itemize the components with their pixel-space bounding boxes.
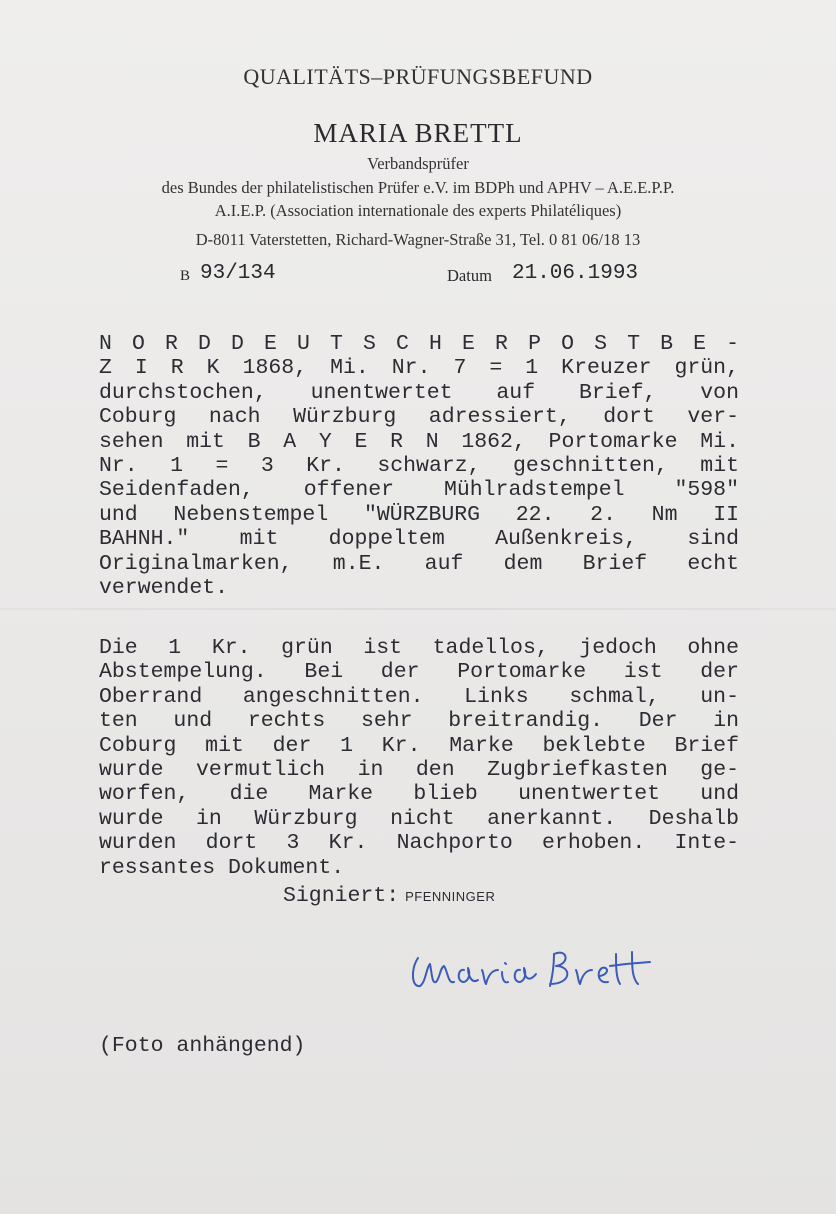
text-line: Coburg nach Würzburg adressiert, dort ver- [99,405,739,430]
photo-attached-note: (Foto anhängend) [99,1034,306,1058]
date-label: Datum [447,266,492,285]
handwritten-signature [404,930,666,1000]
text-line: BAHNH." mit doppeltem Außenkreis, sind [99,527,739,552]
text-line: Abstempelung. Bei der Portomarke ist der [99,660,739,685]
certificate-date: 21.06.1993 [512,262,639,285]
expert-name: MARIA BRETTL [313,118,523,148]
text-line: Coburg mit der 1 Kr. Marke beklebte Brief [99,733,739,758]
paper-fold [0,608,836,610]
text-line: ten und rechts sehr breitrandig. Der in [99,709,739,734]
text-line: ressantes Dokument. [99,855,345,880]
text-line: Seidenfaden, offener Mühlradstempel "598" [99,478,739,503]
expert-role: Verbandsprüfer [367,154,469,173]
aiep-line: A.I.E.P. (Association internationale des experts Philatéliques) [214,201,622,220]
text-line: N O R D D E U T S C H E R P O S T B E - [99,332,739,356]
text-line: Z I R K 1868, Mi. Nr. 7 = 1 Kreuzer grün, [99,356,739,381]
signed-label: Signiert: [283,884,400,908]
address-line: D-8011 Vaterstetten, Richard-Wagner-Straße 31, Tel. 0 81 06/18 13 [195,230,641,249]
reference-prefix: B [180,268,191,284]
text-line: und Nebenstempel "WÜRZBURG 22. 2. Nm II [99,502,739,527]
text-line: wurden dort 3 Kr. Nachporto erhoben. Inte- [99,831,739,856]
signed-line [283,884,495,908]
text-line: Oberrand angeschnitten. Links schmal, un- [99,684,739,709]
text-line: Originalmarken, m.E. auf dem Brief echt [99,551,739,576]
text-line: worfen, die Marke blieb unentwertet und [99,782,739,807]
text-line: wurde vermutlich in den Zugbriefkasten ge- [99,757,739,782]
text-line: sehen mit B A Y E R N 1862, Portomarke Mi. [99,429,739,454]
description-paragraph [99,332,739,600]
condition-paragraph [99,636,739,880]
text-line: wurde in Würzburg nicht anerkannt. Deshalb [99,806,739,831]
signer-name: PFENNINGER [405,889,496,904]
text-line: Die 1 Kr. grün ist tadellos, jedoch ohne [99,636,739,660]
association-line: des Bundes der philatelistischen Prüfer e.V. im BDPh und APHV – A.E.E.P.P. [161,178,675,197]
text-line: durchstochen, unentwertet auf Brief, von [99,380,739,405]
text-line: verwendet. [99,575,229,600]
certificate-title: QUALITÄTS–PRÜFUNGSBEFUND [243,64,593,89]
text-line: Nr. 1 = 3 Kr. schwarz, geschnitten, mit [99,453,739,478]
reference-number: 93/134 [200,262,276,285]
